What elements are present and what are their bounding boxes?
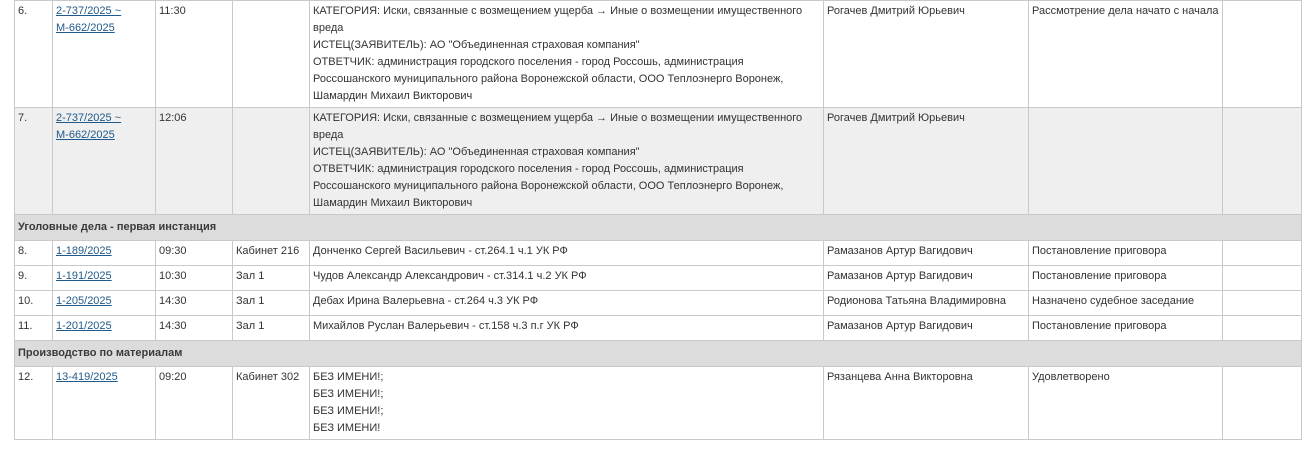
description-line: БЕЗ ИМЕНИ!; <box>313 388 384 400</box>
description-line: Михайлов Руслан Валерьевич - ст.158 ч.3 п.г УК РФ <box>313 320 579 332</box>
row-number: 10. <box>15 291 53 316</box>
case-description <box>310 316 824 341</box>
hearing-time: 12:06 <box>156 108 233 215</box>
case-number-cell <box>53 108 156 215</box>
description-line: Чудов Александр Александрович - ст.314.1 ч.2 УК РФ <box>313 270 587 282</box>
table-row <box>15 108 1302 215</box>
description-line: Дебах Ирина Валерьевна - ст.264 ч.3 УК РФ <box>313 295 539 307</box>
hearing-time: 11:30 <box>156 1 233 108</box>
table-row <box>15 316 1302 341</box>
section-title: Уголовные дела - первая инстанция <box>15 215 1302 241</box>
table-row <box>15 241 1302 266</box>
extra-cell <box>1223 291 1302 316</box>
description-line: ОТВЕТЧИК: администрация городского поселения - город Россошь, администрация Россошанского муниципального района Воронежской области, ООО Теплоэнерго Воронеж, Шамардин Михаил Викторович <box>313 56 784 102</box>
table-row <box>15 367 1302 440</box>
case-number-link[interactable]: 2-737/2025 ~ М-662/2025 <box>56 112 122 141</box>
judge-name: Рогачев Дмитрий Юрьевич <box>824 108 1029 215</box>
hearing-result: Рассмотрение дела начато с начала <box>1029 1 1223 108</box>
case-number-cell <box>53 1 156 108</box>
description-line: БЕЗ ИМЕНИ! <box>313 422 381 434</box>
description-line: ИСТЕЦ(ЗАЯВИТЕЛЬ): АО "Объединенная страховая компания" <box>313 146 640 158</box>
hearing-result: Назначено судебное заседание <box>1029 291 1223 316</box>
courtroom <box>233 108 310 215</box>
description-line: ОТВЕТЧИК: администрация городского поселения - город Россошь, администрация Россошанского муниципального района Воронежской области, ООО Теплоэнерго Воронеж, Шамардин Михаил Викторович <box>313 163 784 209</box>
case-number-cell <box>53 241 156 266</box>
extra-cell <box>1223 266 1302 291</box>
courtroom: Кабинет 302 <box>233 367 310 440</box>
judge-name: Рогачев Дмитрий Юрьевич <box>824 1 1029 108</box>
row-number: 12. <box>15 367 53 440</box>
courtroom <box>233 1 310 108</box>
case-number-cell <box>53 367 156 440</box>
courtroom: Зал 1 <box>233 266 310 291</box>
hearings-table-body <box>15 1 1302 440</box>
case-number-link[interactable]: 1-189/2025 <box>56 245 112 257</box>
case-number-cell <box>53 316 156 341</box>
description-line: ИСТЕЦ(ЗАЯВИТЕЛЬ): АО "Объединенная страховая компания" <box>313 39 640 51</box>
hearing-time: 14:30 <box>156 316 233 341</box>
row-number: 11. <box>15 316 53 341</box>
case-number-cell <box>53 266 156 291</box>
description-line: БЕЗ ИМЕНИ!; <box>313 371 384 383</box>
case-number-link[interactable]: 1-205/2025 <box>56 295 112 307</box>
row-number: 8. <box>15 241 53 266</box>
row-number: 9. <box>15 266 53 291</box>
judge-name: Рамазанов Артур Вагидович <box>824 241 1029 266</box>
row-number: 7. <box>15 108 53 215</box>
courtroom: Зал 1 <box>233 316 310 341</box>
judge-name: Рамазанов Артур Вагидович <box>824 266 1029 291</box>
courtroom: Кабинет 216 <box>233 241 310 266</box>
hearing-result: Постановление приговора <box>1029 316 1223 341</box>
hearing-result: Постановление приговора <box>1029 241 1223 266</box>
description-line: КАТЕГОРИЯ: Иски, связанные с возмещением ущерба → Иные о возмещении имущественного вреда <box>313 5 803 34</box>
case-number-link[interactable]: 1-191/2025 <box>56 270 112 282</box>
extra-cell <box>1223 108 1302 215</box>
table-row <box>15 1 1302 108</box>
hearing-result: Удовлетворено <box>1029 367 1223 440</box>
hearing-time: 10:30 <box>156 266 233 291</box>
section-header-row <box>15 215 1302 241</box>
case-number-link[interactable]: 1-201/2025 <box>56 320 112 332</box>
judge-name: Рамазанов Артур Вагидович <box>824 316 1029 341</box>
judge-name: Рязанцева Анна Викторовна <box>824 367 1029 440</box>
case-description <box>310 108 824 215</box>
extra-cell <box>1223 1 1302 108</box>
table-row <box>15 266 1302 291</box>
case-number-cell <box>53 291 156 316</box>
row-number: 6. <box>15 1 53 108</box>
table-row <box>15 291 1302 316</box>
section-header-row <box>15 341 1302 367</box>
case-description <box>310 241 824 266</box>
extra-cell <box>1223 316 1302 341</box>
hearing-time: 09:30 <box>156 241 233 266</box>
extra-cell <box>1223 241 1302 266</box>
description-line: БЕЗ ИМЕНИ!; <box>313 405 384 417</box>
hearing-result <box>1029 108 1223 215</box>
judge-name: Родионова Татьяна Владимировна <box>824 291 1029 316</box>
case-description <box>310 266 824 291</box>
case-description <box>310 291 824 316</box>
hearings-table <box>14 0 1302 440</box>
case-description <box>310 367 824 440</box>
extra-cell <box>1223 367 1302 440</box>
description-line: Донченко Сергей Васильевич - ст.264.1 ч.1 УК РФ <box>313 245 568 257</box>
hearing-time: 09:20 <box>156 367 233 440</box>
hearing-time: 14:30 <box>156 291 233 316</box>
section-title: Производство по материалам <box>15 341 1302 367</box>
courtroom: Зал 1 <box>233 291 310 316</box>
case-number-link[interactable]: 2-737/2025 ~ М-662/2025 <box>56 5 122 34</box>
description-line: КАТЕГОРИЯ: Иски, связанные с возмещением ущерба → Иные о возмещении имущественного вреда <box>313 112 803 141</box>
case-description <box>310 1 824 108</box>
hearing-result: Постановление приговора <box>1029 266 1223 291</box>
case-number-link[interactable]: 13-419/2025 <box>56 371 118 383</box>
